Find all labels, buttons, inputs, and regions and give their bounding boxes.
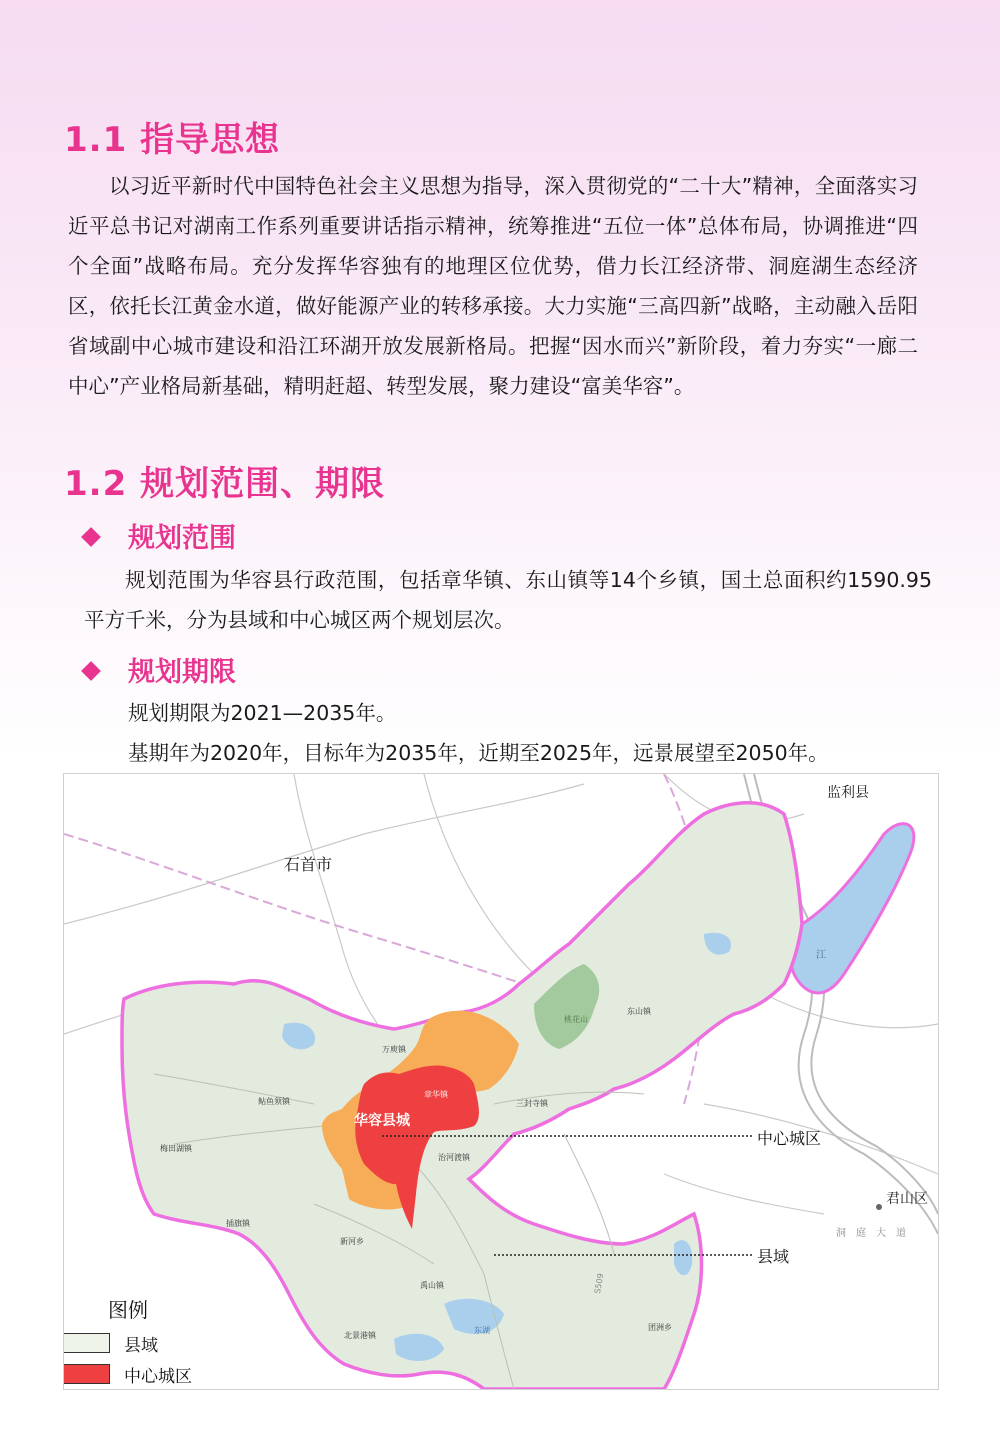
legend-title: 图例 [108, 1298, 148, 1322]
east-lake [790, 824, 914, 993]
scope-heading-text: 规划范围 [128, 523, 236, 554]
label-meitianhu: 梅田湖镇 [160, 1144, 192, 1153]
label-zhanghua: 章华镇 [424, 1090, 448, 1099]
label-xinhe: 新河乡 [340, 1237, 364, 1246]
diamond-bullet-icon [81, 527, 101, 547]
legend-item-center [63, 1363, 192, 1385]
scope-paragraph: 规划范围为华容县行政范围，包括章华镇、东山镇等14个乡镇，国土总面积约1590.95平方千米，分为县域和中心城区两个规划层次。 [84, 568, 932, 632]
label-zhihedu: 治河渡镇 [438, 1153, 470, 1162]
label-river-jiang: 江 [816, 950, 826, 961]
label-yushan: 禹山镇 [420, 1281, 444, 1290]
period-heading [84, 650, 236, 689]
label-junshan: 君山区 [886, 1191, 928, 1207]
diamond-bullet-icon [81, 661, 101, 681]
label-donghu: 东湖 [474, 1326, 490, 1335]
label-center-callout: 中心城区 [757, 1129, 822, 1148]
label-chaqi: 插旗镇 [226, 1219, 250, 1228]
planning-scope-map [63, 773, 939, 1390]
legend-label-county: 县域 [124, 1335, 158, 1356]
label-tuanzhou: 团洲乡 [648, 1323, 672, 1332]
label-county-seat: 华容县城 [354, 1113, 410, 1129]
scope-heading [84, 516, 236, 555]
label-jianli: 监利县 [827, 785, 869, 801]
label-taohuashan: 桃花山 [564, 1015, 588, 1024]
legend-label-center: 中心城区 [124, 1366, 192, 1387]
label-sanfengsi: 三封寺镇 [516, 1099, 548, 1108]
map-graphic [64, 774, 938, 1389]
label-county-callout: 县域 [757, 1247, 790, 1266]
guiding-thought-paragraph: 以习近平新时代中国特色社会主义思想为指导，深入贯彻党的“二十大”精神，全面落实习近平总书记对湖南工作系列重要讲话指示精神，统筹推进“五位一体”总体布局，协调推进“四个全面”战略布局。充分发挥华容独有的地理区位优势，借力长江经济带、洞庭湖生态经济区，依托长江黄金水道，做好能源产业的转移承接。大力实施“三高四新”战略，主动融入岳阳省域副中心城市建设和沿江环湖开放发展新格局。把握“因水而兴”新阶段，着力夯实“一廊二中心”产业格局新基础，精明赶超、转型发展，聚力建设“富美华容”。 [68, 174, 918, 398]
label-wanyu: 万庾镇 [382, 1045, 406, 1054]
legend-swatch-center [63, 1364, 110, 1384]
section-1-title: 1.1 指导思想 [64, 120, 281, 160]
legend-item-county [63, 1332, 158, 1354]
legend-swatch-county [63, 1333, 110, 1353]
section-2-title: 1.2 规划范围、期限 [64, 464, 386, 504]
period-line-1: 规划期限为2021—2035年。 [128, 701, 397, 725]
label-shishou: 石首市 [284, 855, 333, 874]
label-road-dongting: 洞 庭 大 道 [836, 1228, 906, 1239]
label-dongshan: 东山镇 [627, 1007, 651, 1016]
period-line-2: 基期年为2020年，目标年为2035年，近期至2025年，远景展望至2050年。 [128, 741, 829, 765]
label-beijinggang: 北景港镇 [344, 1331, 376, 1340]
period-heading-text: 规划期限 [128, 657, 236, 688]
label-road-s509: S509 [592, 1272, 606, 1295]
label-zhizhu: 鲇鱼须镇 [258, 1097, 290, 1106]
